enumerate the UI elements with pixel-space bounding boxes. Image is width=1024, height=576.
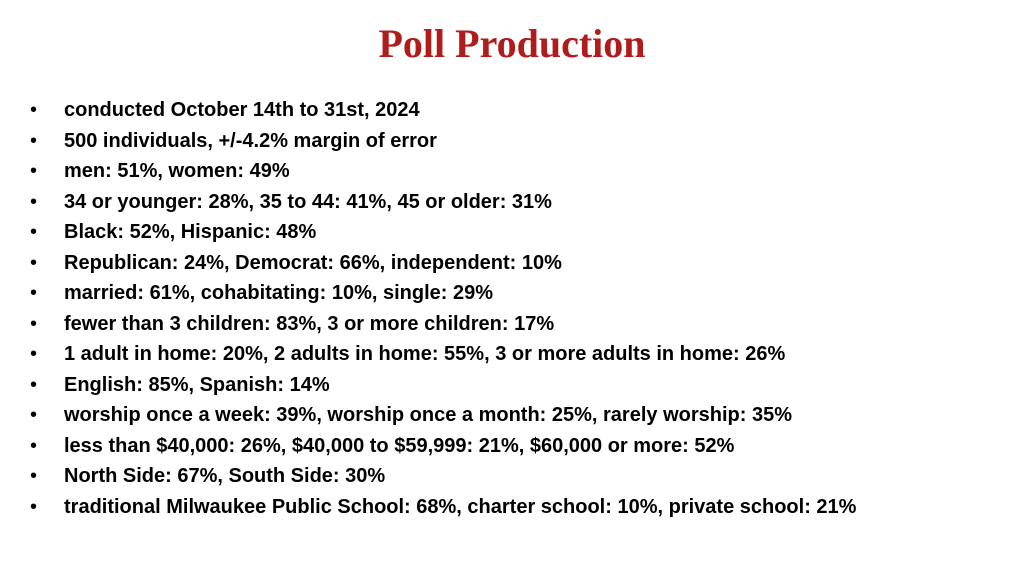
bullet-icon: • — [30, 99, 38, 121]
list-item — [30, 95, 1010, 126]
bullet-text: 500 individuals, +/-4.2% margin of error — [64, 129, 437, 152]
list-item — [30, 248, 1010, 279]
bullet-text: 34 or younger: 28%, 35 to 44: 41%, 45 or older: 31% — [64, 190, 552, 213]
bullet-text: men: 51%, women: 49% — [64, 160, 290, 182]
list-item — [30, 492, 1010, 523]
bullet-text: Black: 52%, Hispanic: 48% — [64, 221, 317, 243]
bullet-text: married: 61%, cohabitating: 10%, single: 29% — [64, 282, 494, 304]
slide-title: Poll Production — [378, 21, 646, 66]
list-item — [30, 126, 1010, 157]
bullet-icon: • — [30, 373, 38, 396]
list-item — [30, 400, 1010, 431]
bullet-icon: • — [30, 129, 38, 152]
list-item — [30, 370, 1010, 401]
list-item — [30, 309, 1010, 340]
bullet-icon: • — [30, 312, 38, 335]
bullet-text: Republican: 24%, Democrat: 66%, independent: 10% — [64, 251, 562, 274]
bullet-icon: • — [30, 343, 38, 365]
list-item — [30, 461, 1010, 492]
list-item — [30, 278, 1010, 309]
bullet-text: traditional Milwaukee Public School: 68%, charter school: 10%, private school: 21% — [64, 495, 857, 518]
bullet-text: less than $40,000: 26%, $40,000 to $59,999: 21%, $60,000 or more: 52% — [64, 434, 735, 457]
list-item — [30, 431, 1010, 462]
list-item — [30, 217, 1010, 248]
list-item — [30, 156, 1010, 187]
bullet-icon: • — [30, 404, 38, 426]
bullet-icon: • — [30, 190, 38, 213]
bullet-text: conducted October 14th to 31st, 2024 — [64, 99, 420, 121]
bullet-text: North Side: 67%, South Side: 30% — [64, 465, 386, 487]
bullet-list — [30, 95, 1010, 522]
bullet-icon: • — [30, 160, 38, 182]
list-item — [30, 339, 1010, 370]
bullet-icon: • — [30, 434, 38, 457]
bullet-text: worship once a week: 39%, worship once a month: 25%, rarely worship: 35% — [64, 404, 792, 426]
bullet-icon: • — [30, 221, 38, 243]
bullet-icon: • — [30, 251, 38, 274]
bullet-text: 1 adult in home: 20%, 2 adults in home: 55%, 3 or more adults in home: 26% — [64, 343, 786, 365]
list-item — [30, 187, 1010, 218]
bullet-text: fewer than 3 children: 83%, 3 or more children: 17% — [64, 312, 555, 335]
bullet-icon: • — [30, 495, 38, 518]
bullet-text: English: 85%, Spanish: 14% — [64, 373, 330, 396]
bullet-icon: • — [30, 465, 38, 487]
bullet-icon: • — [30, 282, 38, 304]
